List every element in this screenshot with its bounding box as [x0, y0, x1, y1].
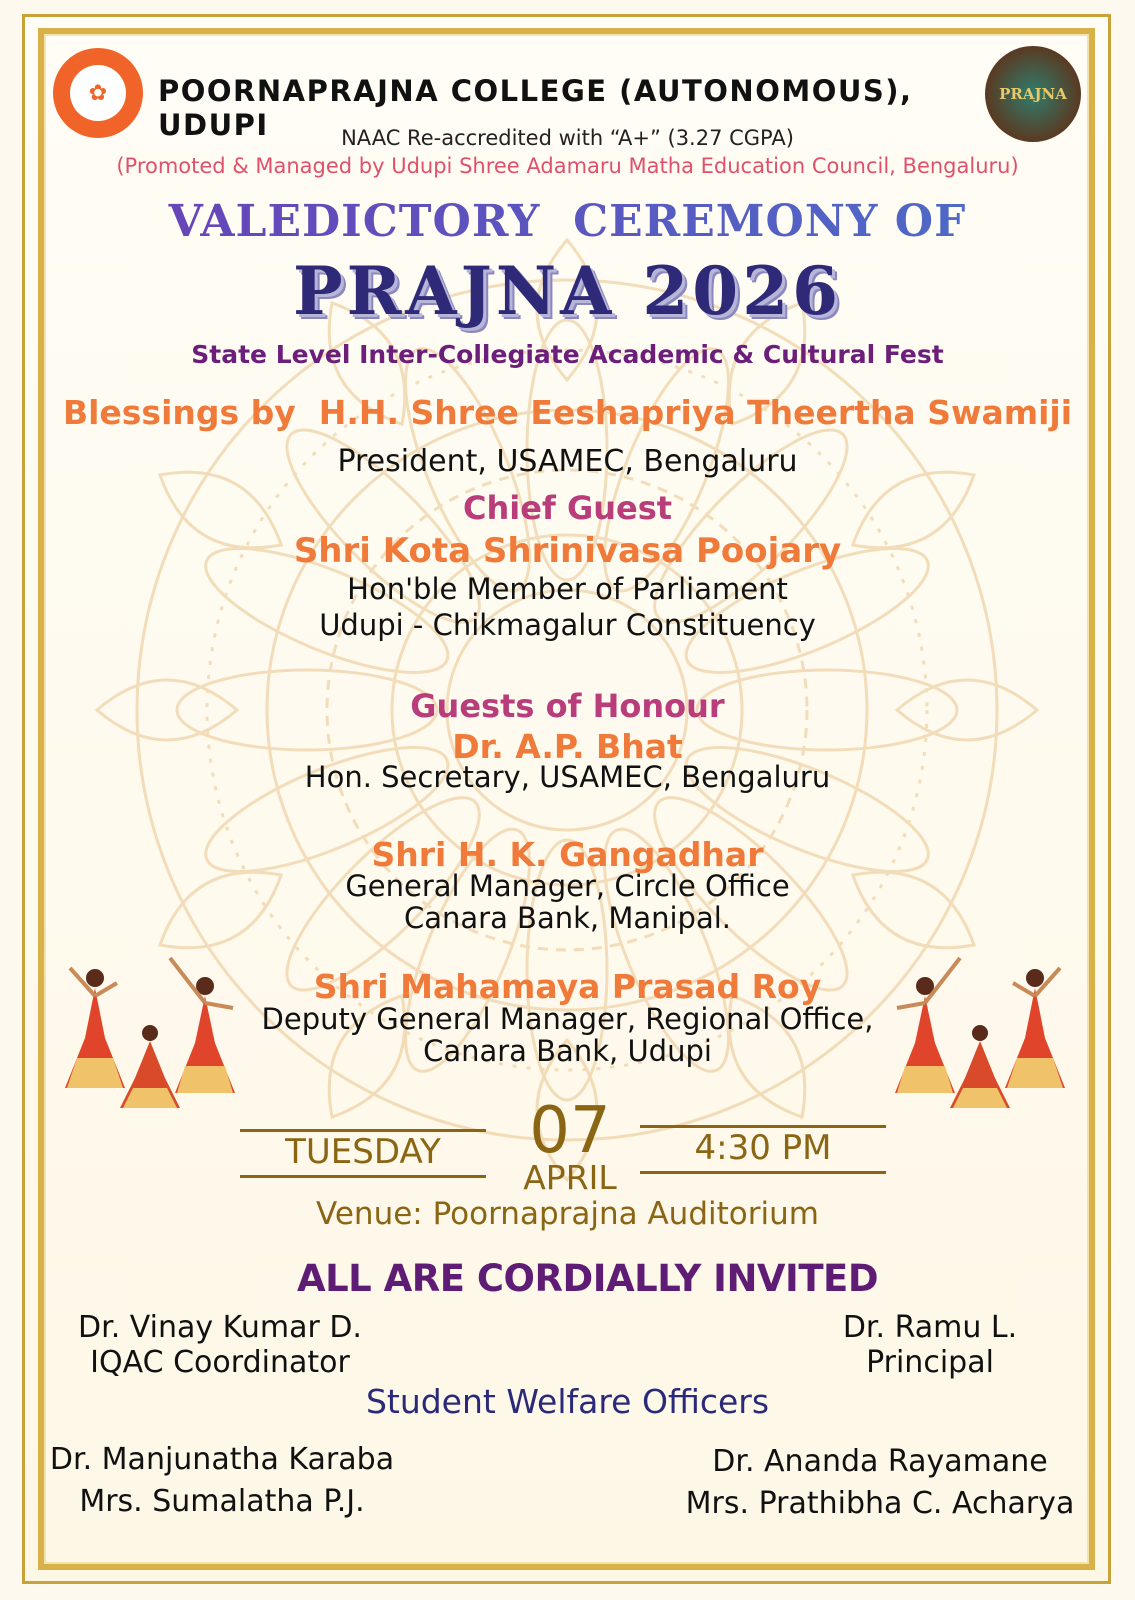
event-month: APRIL — [523, 1158, 617, 1197]
swo-name: Dr. Ananda Rayamane — [712, 1444, 1048, 1479]
dancers-illustration-icon — [885, 948, 1075, 1118]
guest-role: Deputy General Manager, Regional Office, — [261, 1002, 874, 1036]
divider — [640, 1171, 886, 1174]
chief-guest-heading: Chief Guest — [462, 489, 673, 527]
event-subtitle: State Level Inter-Collegiate Academic & Cultural Fest — [191, 340, 944, 369]
swo-name: Mrs. Sumalatha P.J. — [79, 1484, 365, 1519]
dancers-illustration-icon — [55, 948, 245, 1118]
chief-guest-role-2: Udupi - Chikmagalur Constituency — [319, 608, 816, 642]
signatory-role: IQAC Coordinator — [90, 1345, 350, 1380]
guest-role: Hon. Secretary, USAMEC, Bengaluru — [304, 760, 831, 794]
blessings-role: President, USAMEC, Bengaluru — [337, 444, 798, 479]
college-name: POORNAPRAJNA COLLEGE (AUTONOMOUS), UDUPI — [158, 74, 913, 142]
ceremony-heading: VALEDICTORY CEREMONY OF — [40, 196, 1095, 247]
guest-role: Canara Bank, Manipal. — [403, 901, 732, 935]
signatory-name: Dr. Vinay Kumar D. — [78, 1310, 362, 1345]
swo-name: Mrs. Prathibha C. Acharya — [685, 1486, 1075, 1521]
signatory-role: Principal — [866, 1345, 994, 1380]
accreditation-line: NAAC Re-accredited with “A+” (3.27 CGPA) — [341, 126, 794, 150]
college-logo-icon: ✿ — [53, 48, 143, 138]
signatory-name: Dr. Ramu L. — [842, 1310, 1018, 1345]
event-time: 4:30 PM — [694, 1128, 832, 1168]
event-day: TUESDAY — [285, 1132, 441, 1172]
swo-name: Dr. Manjunatha Karaba — [49, 1442, 395, 1477]
guest-name: Shri H. K. Gangadhar — [371, 835, 764, 874]
prajna-logo-text: PRAJNA — [999, 85, 1067, 103]
guest-role: General Manager, Circle Office — [345, 869, 790, 903]
event-date: 07 — [529, 1094, 611, 1168]
management-line: (Promoted & Managed by Udupi Shree Adamaru Matha Education Council, Bengaluru) — [116, 154, 1019, 178]
event-title: PRAJNA 2026 — [292, 252, 843, 330]
guest-role: Canara Bank, Udupi — [423, 1034, 712, 1068]
guest-name: Shri Mahamaya Prasad Roy — [313, 967, 822, 1006]
chief-guest-role-1: Hon'ble Member of Parliament — [347, 572, 788, 606]
guests-of-honour-heading: Guests of Honour — [410, 687, 725, 725]
event-venue: Venue: Poornaprajna Auditorium — [316, 1196, 819, 1232]
divider — [240, 1175, 486, 1178]
blessings-line: Blessings by H.H. Shree Eeshapriya Theertha Swamiji — [62, 393, 1073, 432]
invitation-line: ALL ARE CORDIALLY INVITED — [296, 1257, 879, 1300]
chief-guest-name: Shri Kota Shrinivasa Poojary — [293, 531, 842, 571]
swo-heading: Student Welfare Officers — [365, 1382, 770, 1421]
guest-name: Dr. A.P. Bhat — [452, 727, 683, 766]
